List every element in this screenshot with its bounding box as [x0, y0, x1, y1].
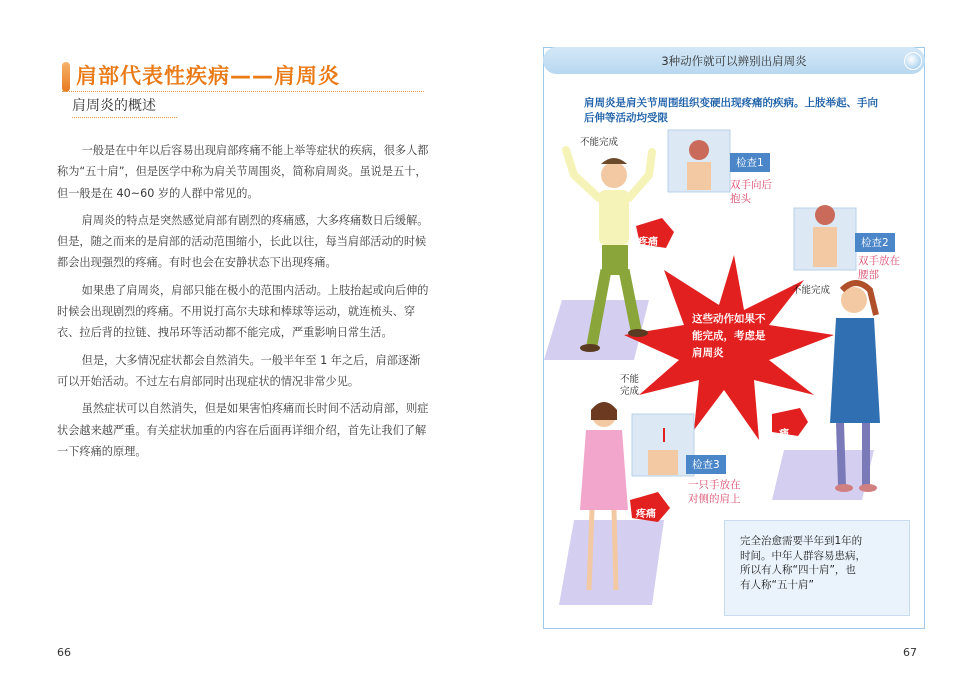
check-2-desc — [858, 254, 900, 282]
page-number-right: 67 — [903, 646, 917, 659]
cannot-complete-1: 不能完成 — [580, 137, 619, 148]
title-divider — [62, 91, 424, 92]
cannot-complete-3-line: 不能 — [620, 374, 640, 385]
note-line: 时间。中年人群容易患病， — [740, 549, 866, 562]
check-3-label: 检查3 — [686, 455, 726, 474]
check-2-label: 检查2 — [855, 233, 895, 252]
paragraph-4: 但是，大多情况症状都会自然消失。一般半年至 1 年之后，肩部逐渐可以开始活动。不过左右肩部同时出现症状的情况非常少见。 — [57, 353, 421, 388]
section-subtitle: 肩周炎的概述 — [72, 98, 156, 114]
panel-intro: 肩周炎是肩关节周围组织变硬出现疼痛的疾病。上肢举起、手向后伸等活动均受限 — [584, 97, 878, 124]
pain-tag-2-icon — [772, 408, 808, 436]
check-1-desc-line: 双手向后 — [730, 179, 772, 191]
starburst-text-line: 能完成，考虑是 — [692, 330, 766, 342]
cannot-complete-3 — [620, 374, 639, 398]
paragraph-5: 虽然症状可以自然消失，但是如果害怕疼痛而长时间不活动肩部，则症状会越来越严重。有关症状加重的内容在后面再详细介绍，首先让我们了解一下疼痛的原理。 — [57, 402, 429, 458]
pain-tag-3: 疼痛 — [636, 509, 656, 520]
pain-tag-1: 疼痛 — [638, 237, 658, 248]
note-line: 完全治愈需要半年到1年的 — [740, 535, 863, 547]
cannot-complete-3-line: 完成 — [620, 386, 640, 397]
check-3-desc-line: 一只手放在 — [688, 479, 741, 491]
starburst-text-line: 肩周炎 — [692, 347, 724, 359]
check-1-label: 检查1 — [730, 153, 770, 172]
note-line: 所以有人称“四十肩”，也 — [740, 564, 856, 576]
title-accent-bar — [62, 62, 70, 92]
page-number-left: 66 — [57, 646, 71, 659]
paragraph-1: 一般是在中年以后容易出现肩部疼痛不能上举等症状的疾病，很多人都称为“五十肩”，但是医学中称为肩关节周围炎，简称肩周炎。虽说是五十，但一般是在 40~60 岁的人群中常见的。 — [57, 144, 429, 200]
note-line: 有人称“五十肩” — [740, 578, 814, 591]
check-3-desc-line: 对侧的肩上 — [688, 493, 741, 505]
cannot-complete-2: 不能完成 — [792, 285, 831, 296]
panel-title: 3种动作就可以辨别出肩周炎 — [661, 54, 807, 68]
check-2-desc-line: 双手放在 — [858, 255, 900, 267]
check-2-desc-line: 腰部 — [858, 269, 879, 281]
page-title: 肩部代表性疾病——肩周炎 — [76, 64, 340, 88]
check-3-desc — [688, 478, 741, 506]
header-dot-icon — [904, 52, 922, 70]
paragraph-3: 如果患了肩周炎，肩部只能在极小的范围内活动。上肢抬起或向后伸的时候会出现剧烈的疼痛。不用说打高尔夫球和棒球等运动，就连梳头、穿衣、拉后背的拉链、拽吊环等活动都不能完成，严重影响日常生活。 — [57, 283, 429, 340]
paragraph-2: 肩周炎的特点是突然感觉肩部有剧烈的疼痛感，大多疼痛数日后缓解。但是，随之而来的是肩部的活动范围缩小，长此以往，每当肩部活动的时候都会出现强烈的疼痛。有时也会在安静状态下出现疼痛。 — [57, 213, 429, 270]
check-1-desc — [730, 178, 772, 206]
subtitle-divider — [72, 117, 177, 118]
starburst-text-line: 这些动作如果不 — [692, 313, 766, 325]
note-text — [740, 534, 900, 592]
body-text — [57, 140, 429, 468]
pain-tag-2: 痛 — [779, 429, 789, 440]
starburst-text — [692, 311, 766, 362]
check-1-desc-line: 抱头 — [730, 193, 751, 205]
